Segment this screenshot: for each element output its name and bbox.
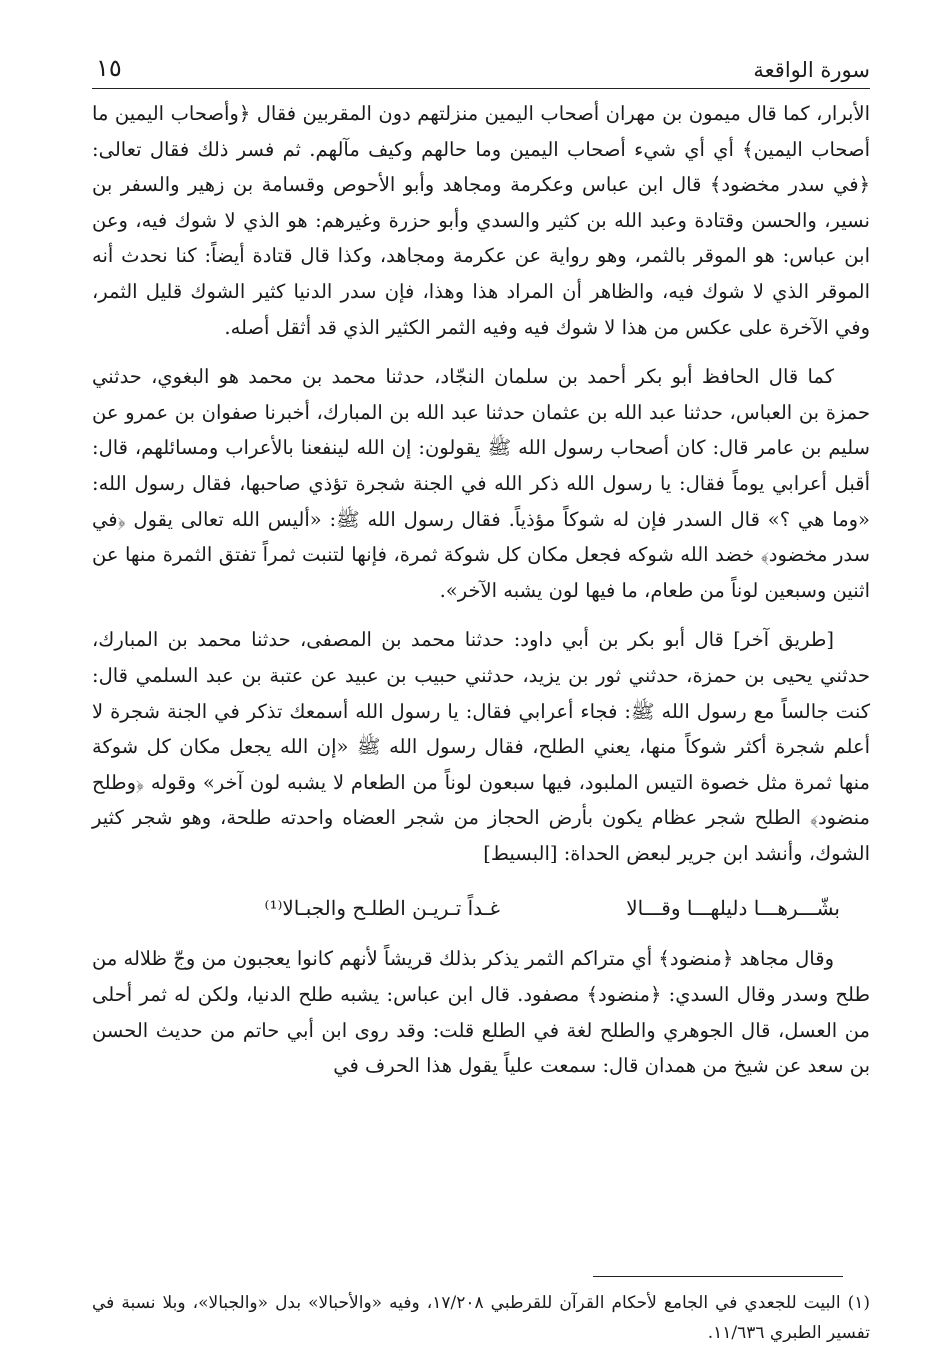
page-header	[92, 48, 870, 88]
verse-second-hemistich: غـداً تـريـن الطلـح والجبـالا⁽¹⁾	[264, 896, 500, 921]
poetry-verse	[92, 885, 870, 931]
footnote: (١) البيت للجعدي في الجامع لأحكام القرآن للقرطبي ١٧/٢٠٨، وفيه «والأحبالا» بدل «والجبالا»، وبلا نسبة في تفسير الطبري ١١/٦٣٦.	[92, 1293, 870, 1343]
verse-first-hemistich: بشّـــرهـــا دليلهـــا وقـــالا	[626, 896, 840, 921]
footnote-rule	[593, 1276, 843, 1277]
paragraph-4: وقال مجاهد ﴿منضود﴾ أي متراكم الثمر يذكر بذلك قريشاً لأنهم كانوا يعجبون من وجّ ظلاله من طلح وسدر وقال السدي: ﴿منضود﴾ مصفود. قال ابن عباس: يشبه طلح الدنيا، ولكن له ثمر أحلى من العسل، قال الجوهري والطلح لغة في الطلع قلت: وقد روى ابن أبي حاتم من حديث الحسن بن سعد عن شيخ من همدان قال: سمعت علياً يقول هذا الحرف في	[92, 947, 870, 1078]
paragraph-3: [طريق آخر] قال أبو بكر بن أبي داود: حدثنا محمد بن المصفى، حدثنا محمد بن المبارك، حدثني يحيى بن حمزة، حدثني ثور بن يزيد، حدثني حبيب بن عبيد عن عتبة بن عبد السلمي قال: كنت جالساً مع رسول الله ﷺ: فجاء أعرابي فقال: يا رسول الله أسمعك تذكر في الجنة شجرة لا أعلم شجرة أكثر شوكاً منها، يعني الطلح، فقال رسول الله ﷺ «إن الله يجعل مكان كل شوكة منها ثمرة مثل خصوة التيس الملبود، فيها سبعون لوناً من الطعام لا يشبه لون آخر» وقوله ﴿وطلح منضود﴾ الطلح شجر عظام يكون بأرض الحجاز من شجر العضاه واحدته طلحة، وهو شجر كثير الشوك، وأنشد ابن جرير لبعض الحداة: [البسيط]	[92, 628, 870, 865]
main-text	[92, 96, 870, 1084]
running-title: سورة الواقعة	[753, 58, 870, 82]
paragraph-2: كما قال الحافظ أبو بكر أحمد بن سلمان النجّاد، حدثنا محمد بن محمد هو البغوي، حدثني حمزة بن العباس، حدثنا عبد الله بن عثمان حدثنا عبد الله بن المبارك، أخبرنا صفوان بن عمرو عن سليم بن عامر قال: كان أصحاب رسول الله ﷺ يقولون: إن الله لينفعنا بالأعراب ومسائلهم، قال: أقبل أعرابي يوماً فقال: يا رسول الله ذكر الله في الجنة شجرة تؤذي صاحبها، فقال رسول الله: «وما هي ؟» قال السدر فإن له شوكاً مؤذياً. فقال رسول الله ﷺ: «أليس الله تعالى يقول ﴿في سدر مخضود﴾ خضد الله شوكه فجعل مكان كل شوكة ثمرة، فإنها لتنبت ثمراً تفتق الثمرة منها عن اثنين وسبعين لوناً من طعام، ما فيها لون يشبه الآخر».	[92, 365, 870, 602]
paragraph-1: الأبرار، كما قال ميمون بن مهران أصحاب اليمين منزلتهم دون المقربين فقال ﴿وأصحاب اليمين ما أصحاب اليمين﴾ أي أي شيء أصحاب اليمين وما حالهم وكيف مآلهم. ثم فسر ذلك فقال تعالى: ﴿في سدر مخضود﴾ قال ابن عباس وعكرمة ومجاهد وأبو الأحوص وقسامة بن زهير والسفر بن نسير، والحسن وقتادة وعبد الله بن كثير والسدي وأبو حزرة وغيرهم: هو الذي لا شوك فيه، وعن ابن عباس: هو الموقر بالثمر، وهو رواية عن عكرمة ومجاهد، وكذا قال قتادة أيضاً: كنا نحدث أنه الموقر الذي لا شوك فيه، والظاهر أن المراد هذا وهذا، فإن سدر الدنيا كثير الشوك قليل الثمر، وفي الآخرة على عكس من هذا لا شوك فيه وفيه الثمر الكثير الذي قد أثقل أصله.	[92, 102, 870, 339]
page-number: ١٥	[96, 54, 122, 82]
header-rule	[92, 88, 870, 89]
